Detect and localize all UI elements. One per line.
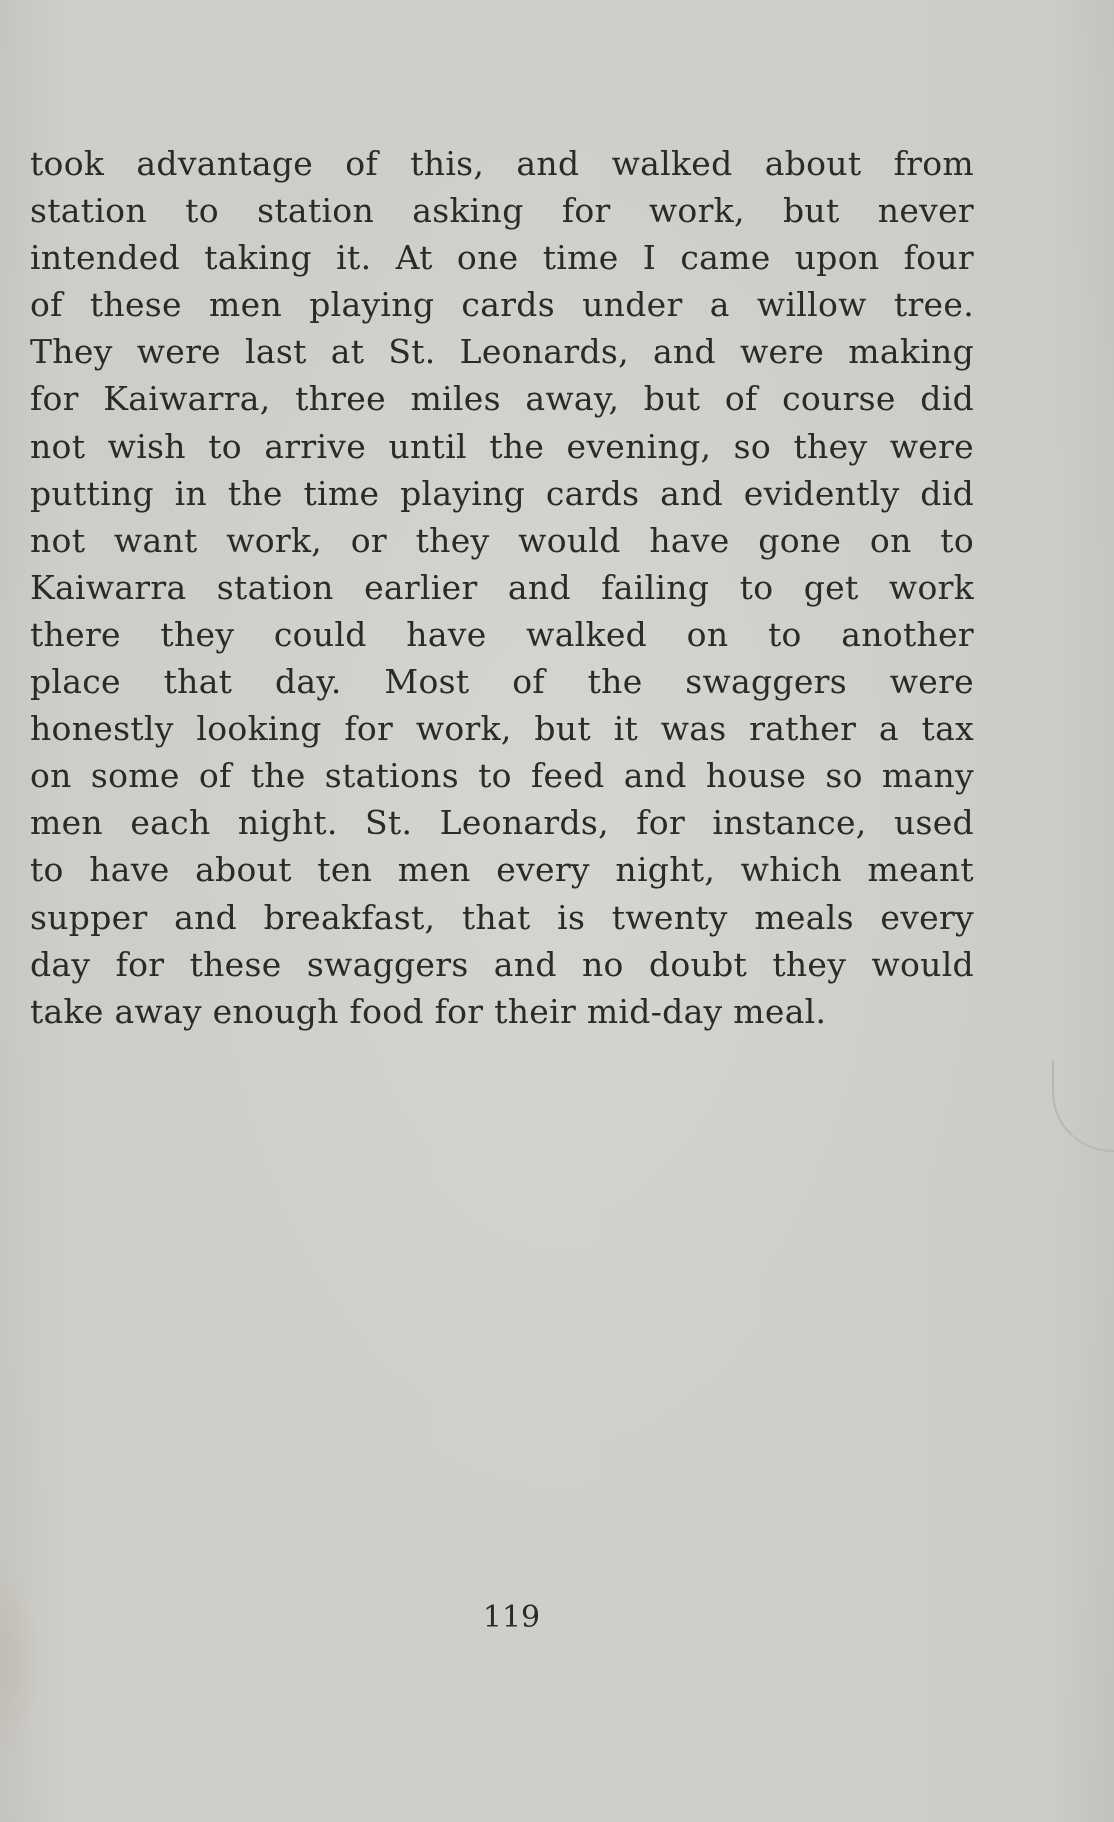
- text-line: men each night. St. Leonards, for instance, used: [30, 803, 974, 843]
- text-line: not want work, or they would have gone on to: [30, 520, 974, 560]
- page-number: 119: [482, 1600, 541, 1635]
- text-line: Kaiwarra station earlier and failing to get work: [30, 567, 974, 607]
- page-edge-mark: [1052, 1060, 1114, 1152]
- text-line: for Kaiwarra, three miles away, but of course did: [30, 379, 974, 419]
- text-line-last: take away enough food for their mid-day meal.: [30, 991, 827, 1031]
- text-line: on some of the stations to feed and house so many: [30, 756, 974, 796]
- text-line: place that day. Most of the swaggers were: [30, 662, 974, 702]
- text-line: They were last at St. Leonards, and were making: [30, 332, 974, 372]
- page-stain: [0, 1560, 40, 1760]
- text-line: there they could have walked on to another: [30, 614, 974, 654]
- text-line: honestly looking for work, but it was rather a tax: [30, 709, 974, 749]
- text-line: putting in the time playing cards and evidently did: [30, 473, 974, 513]
- text-line: not wish to arrive until the evening, so they were: [30, 426, 974, 466]
- text-line: supper and breakfast, that is twenty meals every: [30, 897, 974, 937]
- text-line: to have about ten men every night, which meant: [30, 850, 974, 890]
- body-text: [30, 140, 974, 1035]
- text-line: day for these swaggers and no doubt they would: [30, 944, 974, 984]
- text-line: took advantage of this, and walked about from: [30, 144, 974, 183]
- text-line: of these men playing cards under a willow tree.: [30, 285, 974, 325]
- text-line: station to station asking for work, but never: [30, 191, 974, 231]
- text-line: intended taking it. At one time I came upon four: [30, 238, 974, 278]
